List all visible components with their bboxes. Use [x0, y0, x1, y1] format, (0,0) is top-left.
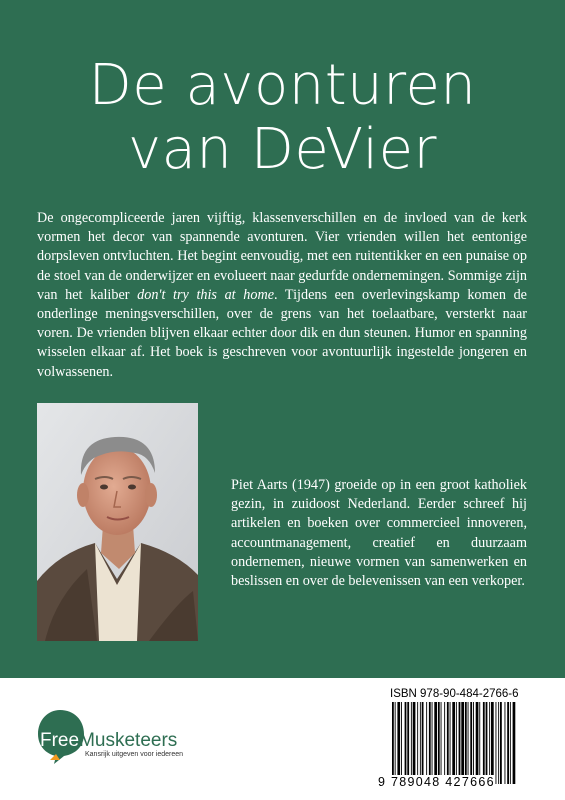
publisher-name-musketeers: Musketeers	[79, 730, 178, 751]
author-bio: Piet Aarts (1947) groeide op in een groot katholiek gezin, in zuidoost Nederland. Eerder schreef hij artikelen en boeken over commercieel innoveren, accountmanagement, creatief en duurzaam ondernemen, nieuwe vormen van samenwerken en beslissen en over de belevenissen van een verkoper.	[231, 477, 527, 590]
barcode-digits	[378, 775, 528, 789]
author-photo	[37, 403, 198, 641]
publisher-name-free: Free	[40, 730, 80, 751]
book-title	[0, 54, 565, 182]
publisher-tagline: Kansrijk uitgeven voor iedereen	[85, 751, 184, 758]
barcode-digits-text: 9 789048 427666	[378, 775, 495, 789]
book-title-line-2: van DeVier	[127, 117, 438, 182]
author-portrait-icon	[37, 403, 198, 641]
barcode-icon	[390, 702, 518, 784]
book-title-line-1: De avonturen	[88, 53, 477, 118]
blurb-text-2: . Tijdens een overlevingskamp komen de onderlinge meningsverschillen, over de grens van het toelaatbare, versterkt naar voren. De vrienden blijven elkaar echter door dik en dun steunen. Humor en spanning wisselen elkaar af. Het boek is geschreven voor avontuurlijk ingestelde jongeren en volwassenen.	[37, 286, 527, 380]
blurb-text-1: De ongecompliceerde jaren vijftig, klassenverschillen en de invloed van de kerk vormen het decor van spannende avonturen. Vier vrienden willen het eentonige dorpsleven ontvluchten. Het begint eenvoudig, met een ruitentikker en een punaise op de stoel van de onderwijzer en evolueert naar gedurfde ondernemingen. Sommige zijn van het kaliber	[37, 210, 527, 303]
blurb-emphasis: don't try this at home	[137, 286, 274, 303]
isbn-label: ISBN 978-90-484-2766-6	[390, 688, 519, 700]
publisher-name	[40, 730, 177, 752]
book-blurb	[37, 209, 527, 382]
